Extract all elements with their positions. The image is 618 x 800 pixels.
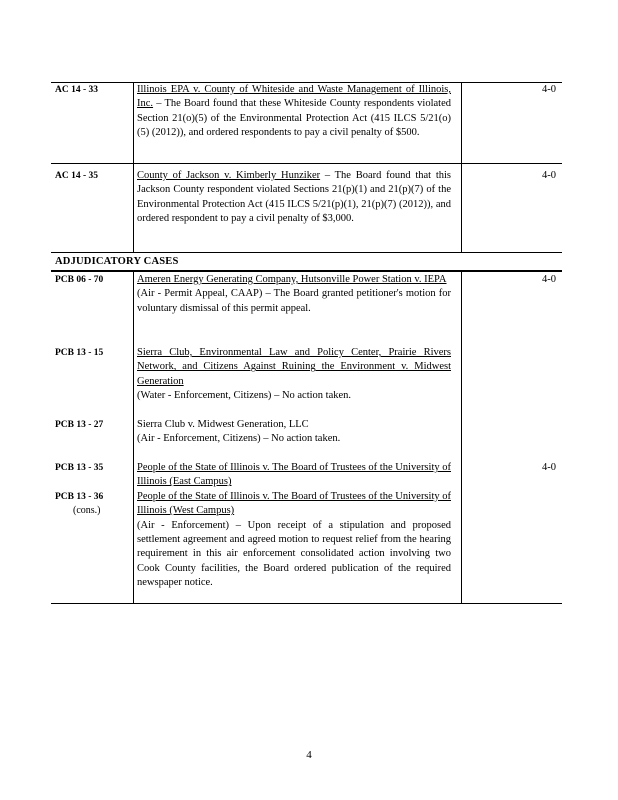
case-title: Ameren Energy Generating Company, Hutsonville Power Station v. IEPA xyxy=(137,274,447,285)
case-description xyxy=(137,418,451,447)
case-text: – The Board found that these Whiteside County respondents violated Section 21(o)(5) of the Environmental Protection Act (415 ILCS 5/21(o)(5) (2012)), and ordered respondents to pay a civil penalty of $500. xyxy=(137,98,451,139)
case-description xyxy=(137,273,451,316)
page-number: 4 xyxy=(306,749,312,761)
case-description xyxy=(137,169,451,227)
case-number: PCB 06 - 70 xyxy=(55,275,104,285)
case-number: PCB 13 - 35 xyxy=(55,463,104,473)
case-title: Sierra Club, Environmental Law and Policy Center, Prairie Rivers Network, and Citizens Against Ruining the Environment v. Midwest Generation xyxy=(137,347,451,387)
case-title: County of Jackson v. Kimberly Hunziker xyxy=(137,170,321,181)
vote-count: 4-0 xyxy=(542,274,556,285)
case-title: People of the State of Illinois v. The Board of Trustees of the University of Illinois (West Campus) xyxy=(137,490,451,517)
case-description xyxy=(137,83,451,141)
case-number: PCB 13 - 15 xyxy=(55,348,104,358)
section-divider xyxy=(51,270,562,272)
case-text: – The Board granted petitioner's motion for voluntary dismissal of this permit appeal. xyxy=(137,288,451,314)
case-row xyxy=(51,418,562,450)
case-text: – No action taken. xyxy=(260,433,341,445)
case-number: PCB 13 - 36 xyxy=(55,492,104,502)
case-text: – The Board found that this Jackson County respondent violated Sections 21(p)(1) and 21(p)(7) of the Environmental Protection Act (415 ILCS 5/21(p)(1), 21(p)(7) (2012)), and ordered respondent to pay a civil penalty of $3,000. xyxy=(137,170,451,225)
row-divider xyxy=(51,252,562,253)
case-number: PCB 13 - 27 xyxy=(55,420,104,430)
vote-count: 4-0 xyxy=(542,170,556,181)
case-title: Sierra Club v. Midwest Generation, LLC xyxy=(137,419,309,430)
case-meta: (Air - Permit Appeal, CAAP) xyxy=(137,288,263,300)
case-meta: (Air - Enforcement, Citizens) xyxy=(137,433,261,445)
vote-count: 4-0 xyxy=(542,84,556,95)
section-heading: ADJUDICATORY CASES xyxy=(55,256,179,267)
case-row xyxy=(51,163,562,252)
consolidated-label: (cons.) xyxy=(73,505,101,516)
case-row xyxy=(51,273,562,333)
case-row xyxy=(51,82,562,163)
case-text: – No action taken. xyxy=(271,390,352,402)
case-title: People of the State of Illinois v. The Board of Trustees of the University of Illinois (East Campus) xyxy=(137,462,451,488)
case-meta: (Air - Enforcement) xyxy=(137,519,230,531)
case-description xyxy=(137,461,451,591)
case-title: Illinois EPA v. County of Whiteside and Waste Management of Illinois, Inc. xyxy=(137,84,451,110)
vote-count: 4-0 xyxy=(542,462,556,473)
case-table xyxy=(51,82,562,604)
case-row xyxy=(51,346,562,406)
case-number: AC 14 - 35 xyxy=(55,171,99,181)
case-number: AC 14 - 33 xyxy=(55,85,99,95)
case-text: – Upon receipt of a stipulation and proposed settlement agreement and agreed motion to request relief from the hearing requirement in this air enforcement consolidated action involving two Cook County facilities, the Board ordered publication of the required newspaper notice. xyxy=(137,519,451,589)
table-bottom-rule xyxy=(51,603,562,604)
case-description xyxy=(137,346,451,404)
case-row xyxy=(51,461,562,601)
case-meta: (Water - Enforcement, Citizens) xyxy=(137,390,272,402)
